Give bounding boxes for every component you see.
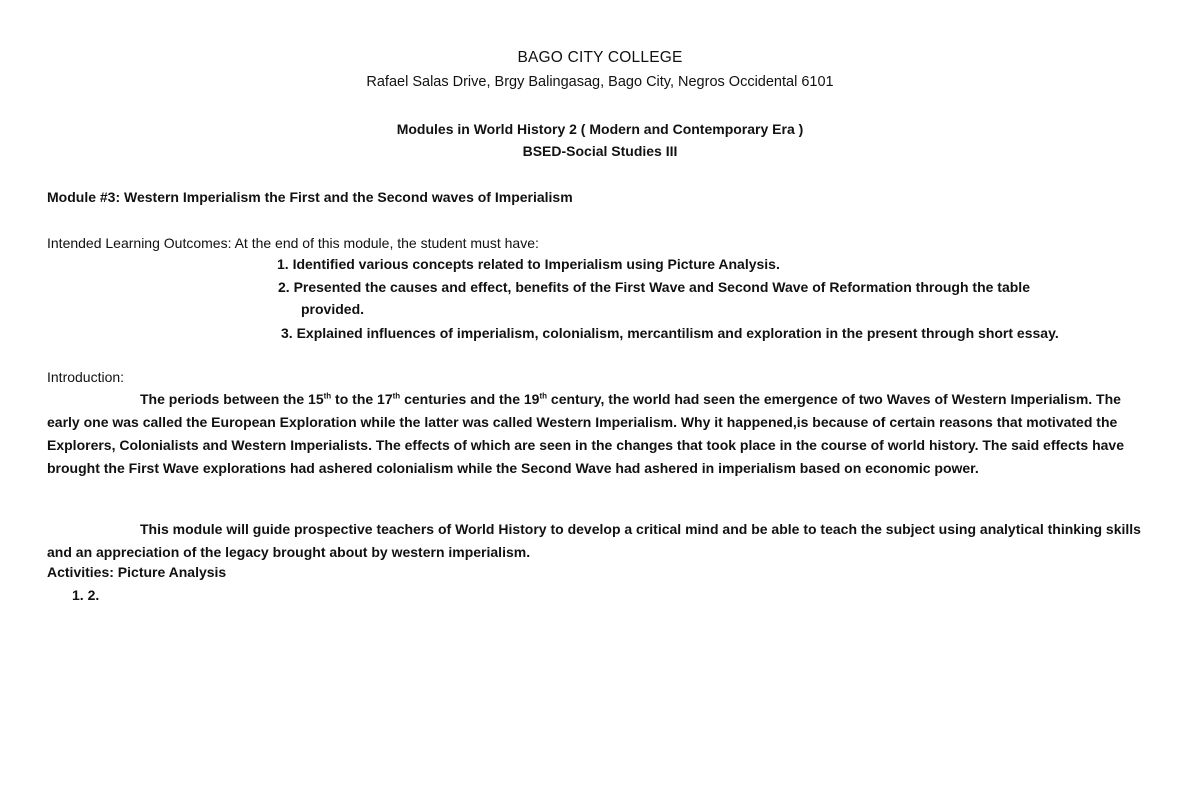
introduction-paragraph-2 xyxy=(47,518,1147,564)
superscript-th: th xyxy=(323,391,332,401)
outcome-item-3: 3. Explained influences of imperialism, colonialism, mercantilism and exploration in the present through short essay. xyxy=(281,325,1059,341)
superscript-th: th xyxy=(539,391,548,401)
program-name: BSED-Social Studies III xyxy=(522,143,678,159)
introduction-heading: Introduction: xyxy=(47,369,125,385)
school-name: BAGO CITY COLLEGE xyxy=(517,49,683,66)
intro-text-b: to the 17 xyxy=(331,391,393,407)
activities-heading: Activities: Picture Analysis xyxy=(47,564,227,580)
outcome-item-1: 1. Identified various concepts related to Imperialism using Picture Analysis. xyxy=(277,256,780,272)
course-title: Modules in World History 2 ( Modern and Contemporary Era ) xyxy=(396,121,804,137)
module-title: Module #3: Western Imperialism the First and the Second waves of Imperialism xyxy=(47,189,573,205)
intro-text-c: centuries and the 19 xyxy=(400,391,540,407)
outcomes-heading: Intended Learning Outcomes: At the end of this module, the student must have: xyxy=(47,235,539,251)
intro-text-d: century, the world had seen the emergence of two Waves of Western Imperialism. The early one was called the European Exploration while the latter was called Western Imperialism. Why it happened,is because of certain reasons that motivated the Explorers, Colonialists and Western Imperialists. The effects of which are seen in the changes that took place in the course of world history. The said effects have brought the First Wave explorations had ashered colonialism while the Second Wave had ashered in imperialism based on economic power. xyxy=(47,391,1124,476)
intro-text-a: The periods between the 15 xyxy=(140,391,324,407)
school-address: Rafael Salas Drive, Brgy Balingasag, Bago City, Negros Occidental 6101 xyxy=(366,74,834,90)
outcome-item-2-continued: provided. xyxy=(301,301,365,317)
outcome-item-2: 2. Presented the causes and effect, benefits of the First Wave and Second Wave of Reformation through the table xyxy=(278,279,1030,295)
introduction-paragraph-1 xyxy=(47,388,1147,480)
intro-text-p2: This module will guide prospective teachers of World History to develop a critical mind and be able to teach the subject using analytical thinking skills and an appreciation of the legacy brought about by western imperialism. xyxy=(47,521,1141,560)
activity-numbers: 1. 2. xyxy=(72,587,100,603)
superscript-th: th xyxy=(392,391,401,401)
